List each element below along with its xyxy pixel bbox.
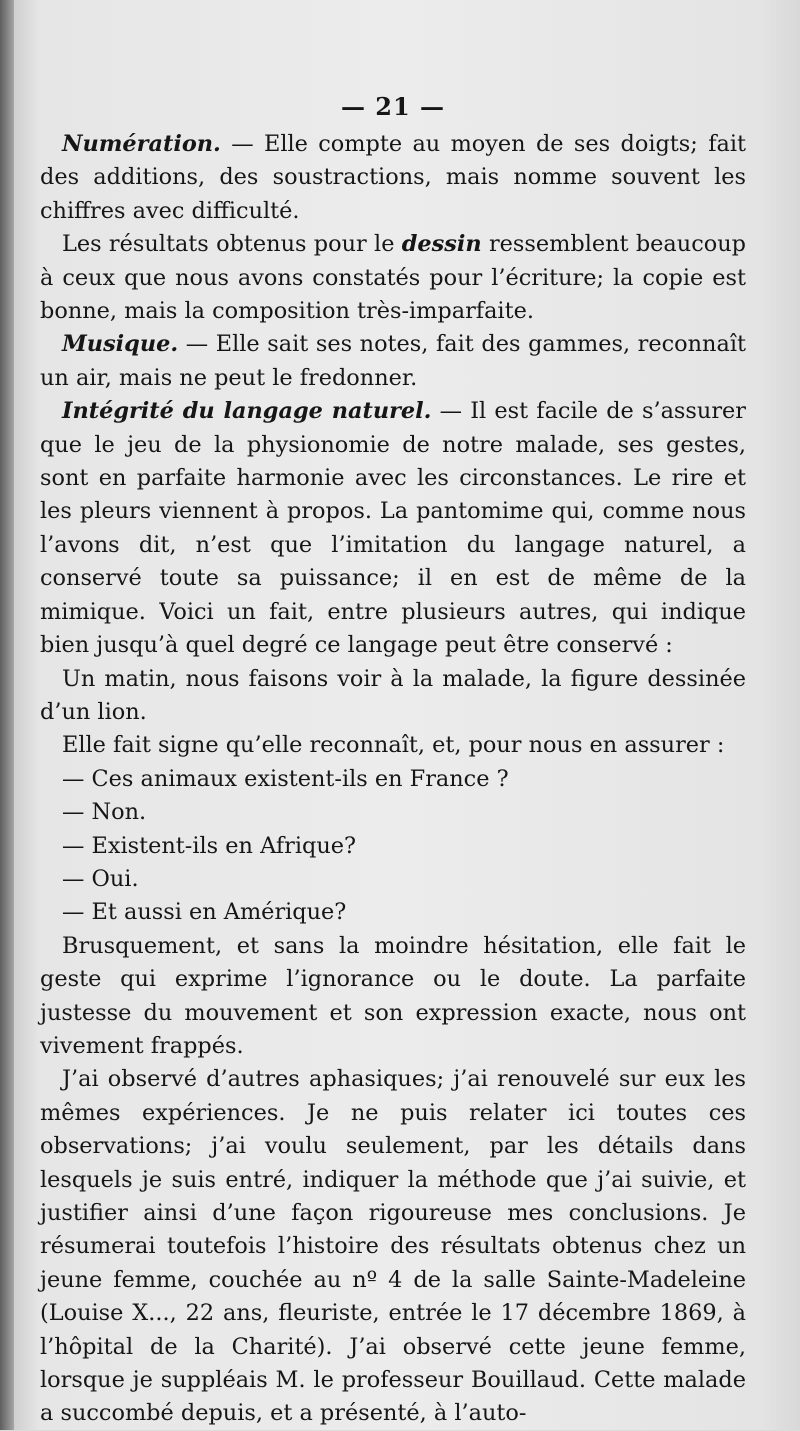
italic-heading: Intégrité du langage naturel.	[62, 398, 432, 425]
text-run: — Elle sait ses notes, fait des gammes, reconnaît un air, mais ne peut le fredonner.	[40, 331, 746, 391]
page-text	[40, 128, 746, 1431]
text-run: — Non.	[62, 799, 147, 826]
italic-heading: dessin	[401, 231, 482, 258]
paragraph	[40, 395, 746, 662]
text-run: — Existent-ils en Afrique?	[62, 832, 357, 859]
paragraph	[40, 830, 746, 863]
paragraph	[40, 930, 746, 1064]
text-run: ressemblent beaucoup à ceux que nous avons constatés pour l’écriture; la copie est bonne, mais la composition très-imparfaite.	[40, 231, 746, 325]
text-run: — Oui.	[62, 865, 139, 892]
text-run: Elle fait signe qu’elle reconnaît, et, pour nous en assurer :	[62, 732, 725, 759]
text-run: Un matin, nous faisons voir à la malade, la figure dessinée d’un lion.	[40, 665, 746, 725]
paragraph	[40, 663, 746, 730]
paragraph	[40, 796, 746, 829]
text-run: Les résultats obtenus pour le	[62, 231, 402, 258]
paragraph	[40, 896, 746, 929]
paragraph	[40, 328, 746, 395]
text-run: — Il est facile de s’assurer que le jeu de la physionomie de notre malade, ses gestes, sont en parfaite harmonie avec les circonstances. Le rire et les pleurs viennent à propos. La pantomime qui, comme nous l’avons dit, n’est que l’imitation du langage naturel, a conservé toute sa puissance; il en est de même de la mimique. Voici un fait, entre plusieurs autres, qui indique bien jusqu’à quel degré ce langage peut être conservé :	[40, 398, 746, 659]
text-run: — Et aussi en Amérique?	[62, 899, 347, 926]
text-run: Brusquement, et sans la moindre hésitation, elle fait le geste qui exprime l’ignorance ou le doute. La parfaite justesse du mouvement et son expression exacte, nous ont vivement frappés.	[40, 932, 746, 1059]
page-number: — 21 —	[340, 92, 446, 121]
paragraph	[40, 1063, 746, 1430]
paragraph	[40, 729, 746, 762]
text-run: — Ces animaux existent-ils en France ?	[62, 765, 509, 792]
text-run: J’ai observé d’autres aphasiques; j’ai renouvelé sur eux les mêmes expériences. Je ne puis relater ici toutes ces observations; j’ai voulu seulement, par les détails dans lesquels je suis entré, indiquer la méthode que j’ai suivie, et justifier ainsi d’une façon rigoureuse mes conclusions. Je résumerai toutefois l’histoire des résultats obtenus chez un jeune femme, couchée au nº 4 de la salle Sainte-Madeleine (Louise X..., 22 ans, fleuriste, entrée le 17 décembre 1869, à l’hôpital de la Charité). J’ai observé cette jeune femme, lorsque je suppléais M. le professeur Bouillaud. Cette malade a succombé depuis, et a présenté, à l’auto-	[40, 1066, 746, 1427]
paragraph	[40, 128, 746, 228]
paragraph	[40, 863, 746, 896]
paragraph	[40, 763, 746, 796]
text-run: — Elle compte au moyen de ses doigts; fait des additions, des soustractions, mais nomme souvent les chiffres avec difficulté.	[40, 131, 746, 224]
italic-heading: Numération.	[62, 131, 221, 157]
italic-heading: Musique.	[62, 331, 179, 358]
paragraph	[40, 228, 746, 328]
page-gutter-shadow	[0, 0, 14, 1430]
